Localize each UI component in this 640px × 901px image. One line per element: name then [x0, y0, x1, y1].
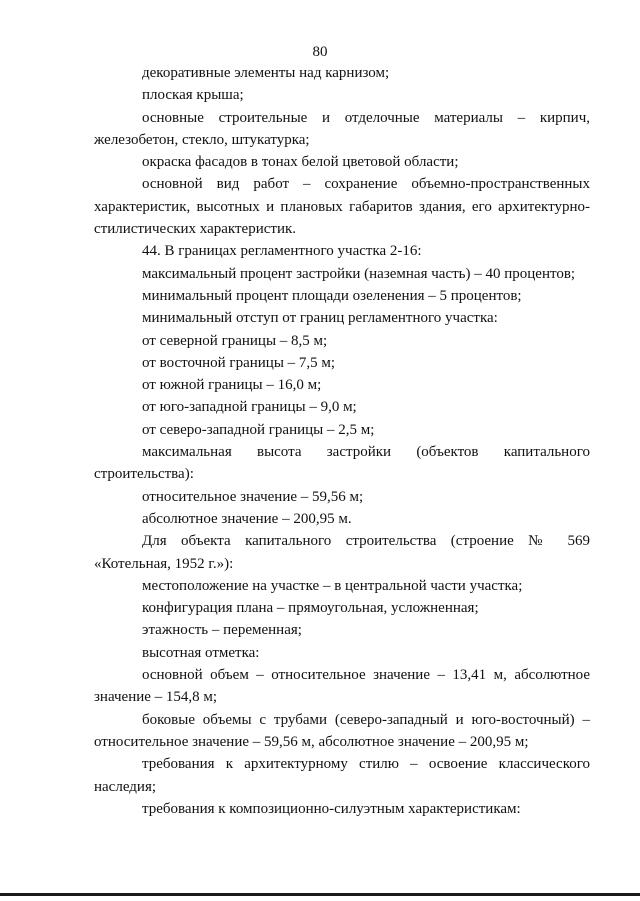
paragraph: минимальный отступ от границ регламентного участка:: [142, 310, 498, 327]
paragraph: этажность – переменная;: [142, 622, 302, 639]
paragraph: максимальная высота застройки (объектов капитального строительства):: [94, 444, 590, 483]
document-body: [94, 62, 590, 820]
paragraph: абсолютное значение – 200,95 м.: [142, 510, 352, 527]
paragraph: конфигурация плана – прямоугольная, усложненная;: [142, 600, 479, 617]
paragraph: от северо-западной границы – 2,5 м;: [142, 421, 375, 438]
paragraph: требования к композиционно-силуэтным характеристикам:: [142, 800, 521, 817]
paragraph: от южной границы – 16,0 м;: [142, 377, 322, 394]
paragraph: высотная отметка:: [142, 644, 260, 661]
page-bottom-edge: [0, 893, 640, 896]
paragraph: от восточной границы – 7,5 м;: [142, 354, 336, 371]
section-heading: 44. В границах регламентного участка 2-16:: [142, 243, 422, 260]
paragraph: боковые объемы с трубами (северо-западный и юго-восточный) – относительное значение – 59,56 м, абсолютное значение – 200,95 м;: [94, 711, 590, 750]
paragraph: Для объекта капитального строительства (строение № 569 «Котельная, 1952 г.»):: [94, 533, 590, 572]
paragraph: основной объем – относительное значение – 13,41 м, абсолютное значение – 154,8 м;: [94, 667, 590, 706]
paragraph: декоративные элементы над карнизом;: [142, 65, 390, 81]
paragraph: местоположение на участке – в центральной части участка;: [142, 577, 523, 594]
paragraph: основной вид работ – сохранение объемно-пространственных характеристик, высотных и плановых габаритов здания, его архитектурно-стилистических характеристик.: [94, 176, 590, 238]
paragraph: требования к архитектурному стилю – освоение классического наследия;: [94, 756, 590, 795]
paragraph: основные строительные и отделочные материалы – кирпич, железобетон, стекло, штукатурка;: [94, 109, 590, 148]
paragraph: максимальный процент застройки (наземная часть) – 40 процентов;: [142, 265, 576, 282]
paragraph: плоская крыша;: [142, 87, 244, 104]
paragraph: окраска фасадов в тонах белой цветовой области;: [142, 154, 459, 171]
paragraph: от северной границы – 8,5 м;: [142, 332, 328, 349]
paragraph: минимальный процент площади озеленения – 5 процентов;: [142, 287, 522, 304]
page-number: 80: [312, 44, 328, 60]
paragraph: от юго-западной границы – 9,0 м;: [142, 399, 357, 416]
paragraph: относительное значение – 59,56 м;: [142, 488, 364, 505]
